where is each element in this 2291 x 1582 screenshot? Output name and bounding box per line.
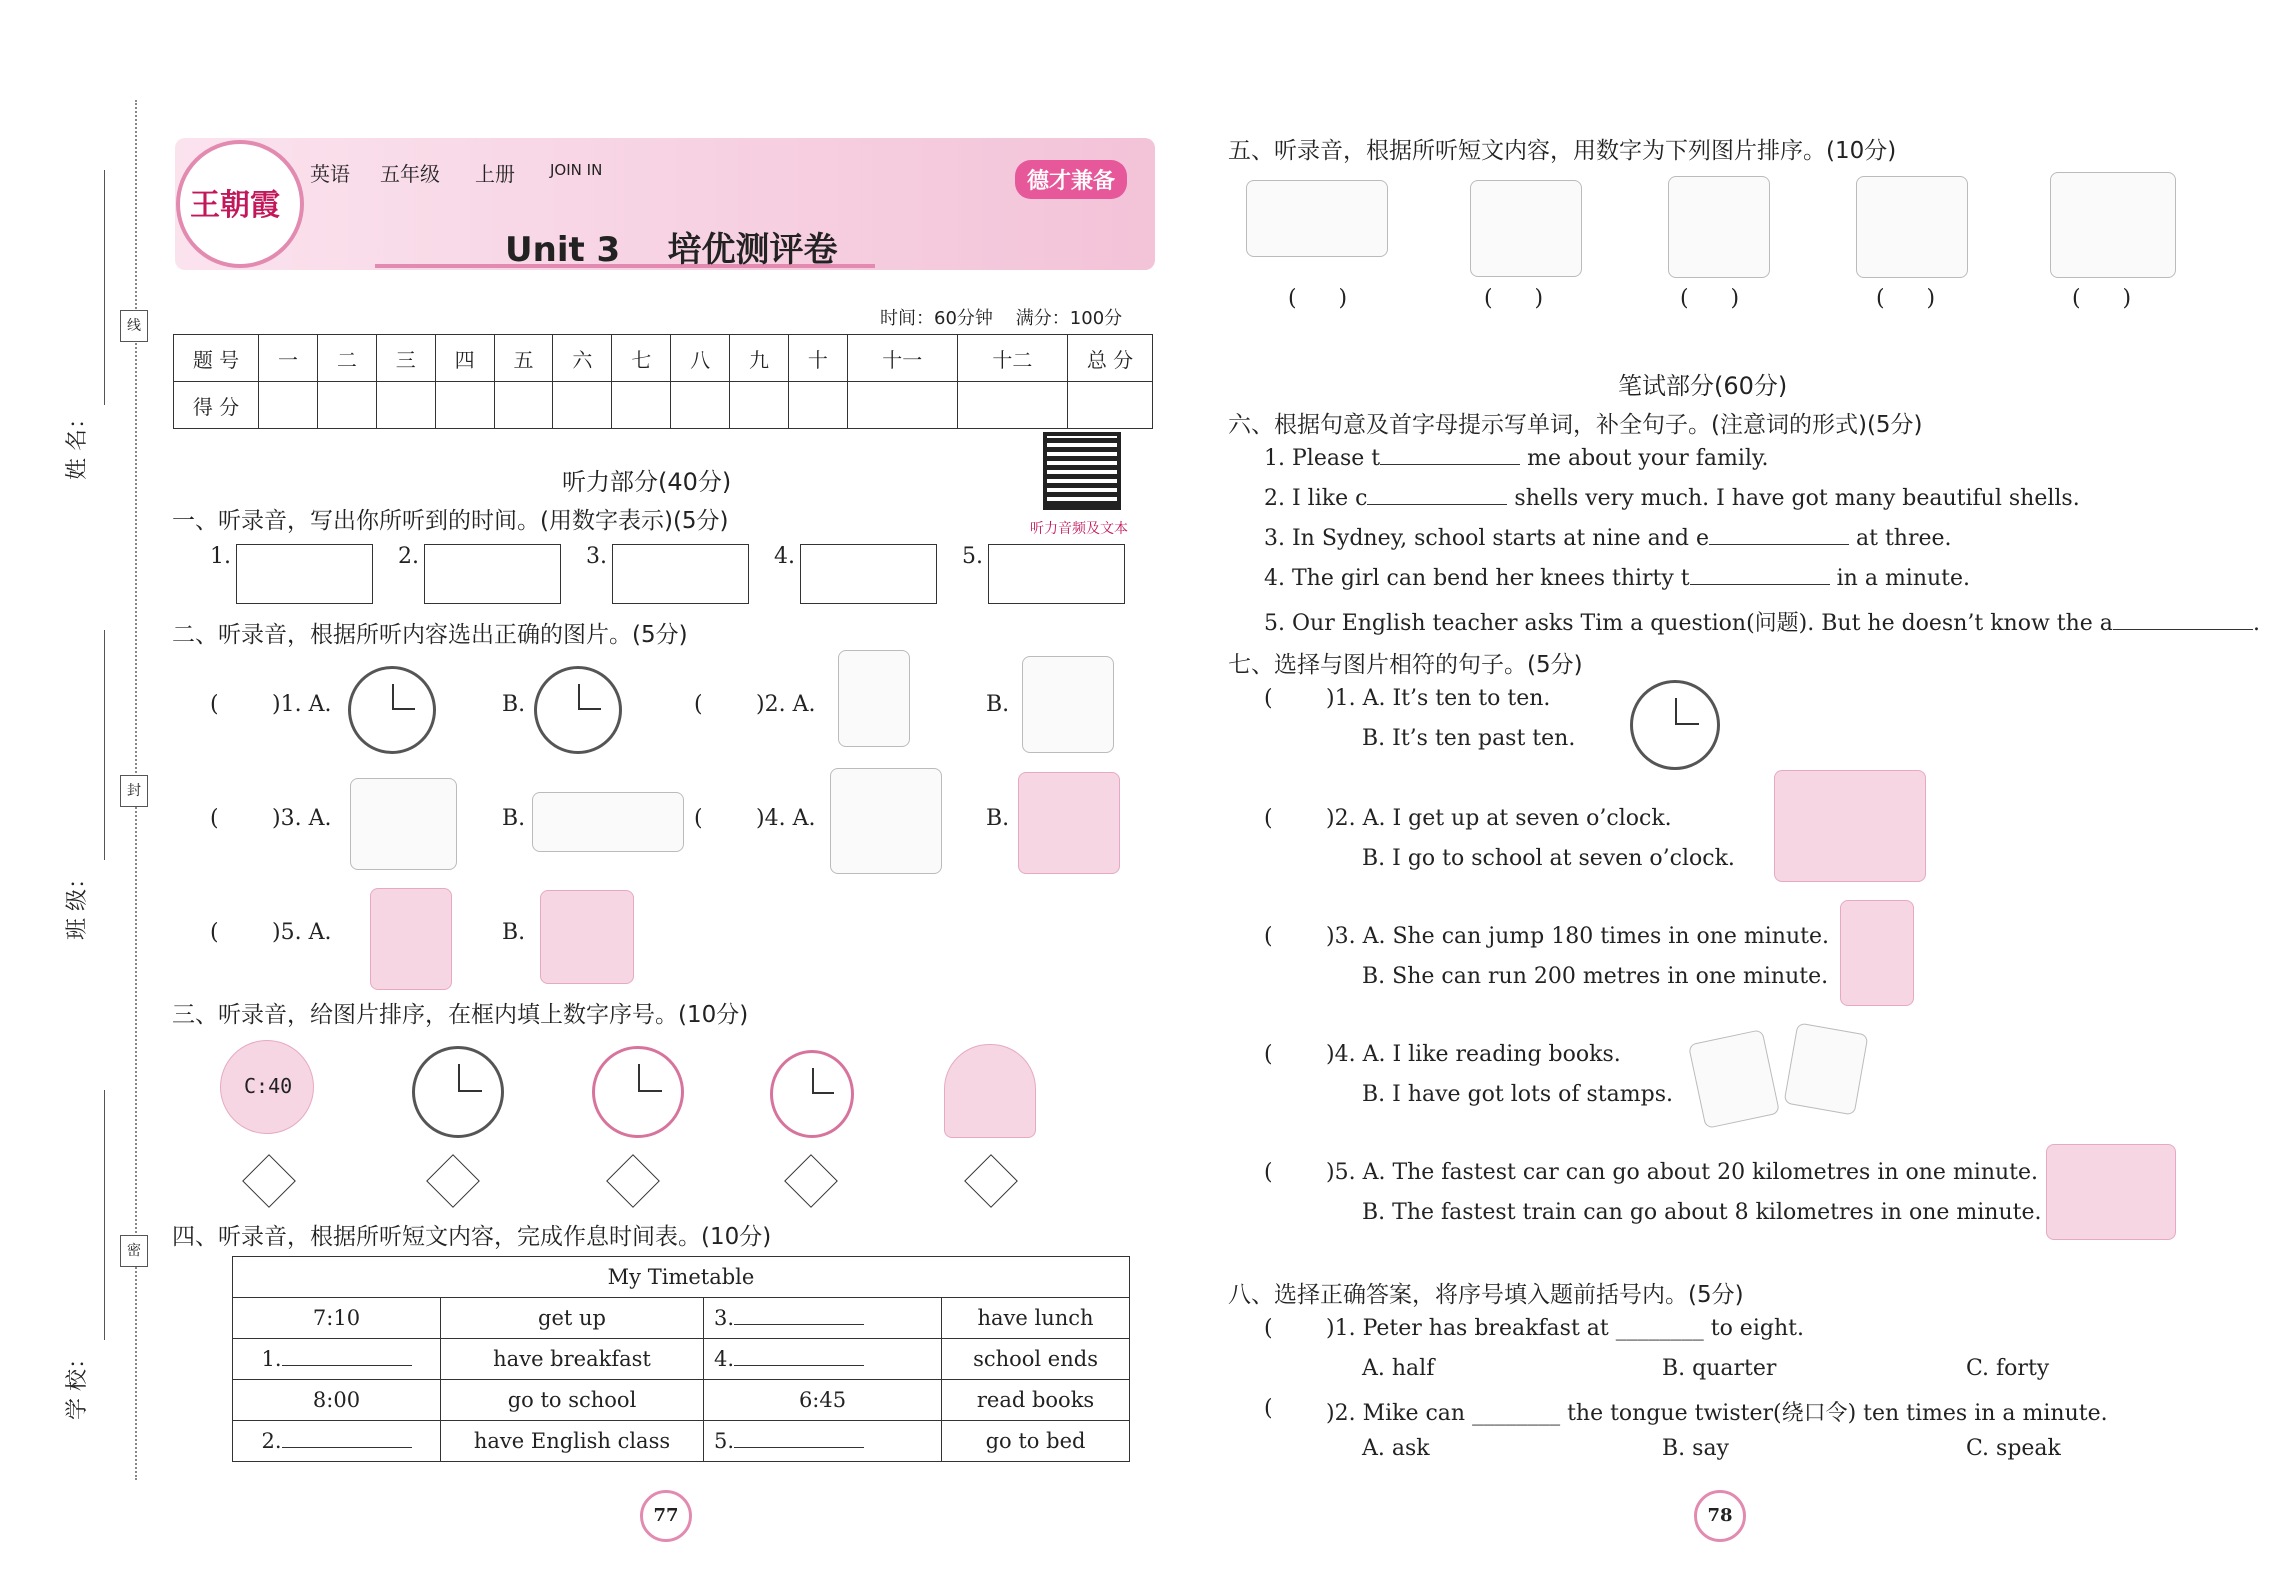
timetable-cell[interactable] <box>233 1421 441 1462</box>
s8-q1-opt-a[interactable]: A. half <box>1362 1356 1435 1381</box>
s1-answer-box-4[interactable] <box>800 544 937 604</box>
s2-q1-label: )1. A. <box>272 692 332 717</box>
s5-paren-5[interactable]: ( ) <box>2072 286 2132 311</box>
score-cell[interactable] <box>259 382 318 429</box>
s6-item-1 <box>1264 446 1768 471</box>
timetable-cell: 8:00 <box>233 1380 441 1421</box>
jumping-girl-image <box>1840 900 1914 1006</box>
s2-paren[interactable]: ( <box>694 806 703 831</box>
timetable-label: 4. <box>714 1347 735 1371</box>
s2-q1-b: B. <box>502 692 526 717</box>
s7-paren[interactable]: ( <box>1264 1042 1273 1067</box>
s1-answer-box-5[interactable] <box>988 544 1125 604</box>
s7-q1-a: )1. A. It’s ten to ten. <box>1326 686 1551 711</box>
timetable-row <box>233 1339 1130 1380</box>
s3-answer-diamond-4[interactable] <box>784 1154 838 1208</box>
s7-q3-b: B. She can run 200 metres in one minute. <box>1362 964 1829 989</box>
score-label: 得 分 <box>174 382 259 429</box>
score-head: 六 <box>553 335 612 382</box>
s7-paren[interactable]: ( <box>1264 686 1273 711</box>
timetable-blank[interactable] <box>734 1447 864 1448</box>
s6-text: shells very much. I have got many beautiful shells. <box>1507 486 2080 511</box>
school-label: 学 校： <box>65 1347 90 1420</box>
section8-title: 八、选择正确答案，将序号填入题前括号内。(5分) <box>1228 1282 1744 1308</box>
score-table <box>173 334 1153 429</box>
qr-code-icon <box>1043 432 1121 510</box>
s3-answer-diamond-5[interactable] <box>964 1154 1018 1208</box>
score-head: 七 <box>612 335 671 382</box>
waking-up-image <box>1774 770 1926 882</box>
timetable-cell: go to school <box>441 1380 704 1421</box>
desk-clock-image <box>944 1044 1036 1138</box>
name-label: 姓 名： <box>65 407 90 480</box>
timetable-label: 3. <box>714 1306 735 1330</box>
timetable-row <box>233 1380 1130 1421</box>
s1-label-3: 3. <box>586 544 607 569</box>
timetable-cell[interactable] <box>704 1298 942 1339</box>
score-head: 十一 <box>847 335 957 382</box>
s6-text: at three. <box>1849 526 1952 551</box>
timetable-blank[interactable] <box>734 1365 864 1366</box>
timetable-label: 2. <box>261 1429 282 1453</box>
binding-rule-school <box>104 1090 105 1340</box>
header-grade: 五年级 <box>380 162 440 186</box>
s1-label-2: 2. <box>398 544 419 569</box>
listening-heading: 听力部分(40分) <box>562 468 732 496</box>
binding-rule-name <box>104 170 105 405</box>
score-head: 总 分 <box>1068 335 1153 382</box>
section5-title: 五、听录音，根据所听短文内容，用数字为下列图片排序。(10分) <box>1228 138 1897 164</box>
s1-answer-box-1[interactable] <box>236 544 373 604</box>
s2-q2-label: )2. A. <box>756 692 816 717</box>
binding-rule-class <box>104 630 105 860</box>
s5-paren-4[interactable]: ( ) <box>1876 286 1936 311</box>
section2-title: 二、听录音，根据所听内容选出正确的图片。(5分) <box>172 622 688 648</box>
brand-name: 王朝霞 <box>190 188 280 223</box>
score-cell[interactable] <box>1068 382 1153 429</box>
score-cell[interactable] <box>957 382 1067 429</box>
timetable-cell: 7:10 <box>233 1298 441 1339</box>
s7-q3-a: )3. A. She can jump 180 times in one minute. <box>1326 924 1829 949</box>
score-cell[interactable] <box>435 382 494 429</box>
score-head: 九 <box>730 335 789 382</box>
s6-item-5 <box>1264 606 2260 637</box>
s6-blank[interactable] <box>1690 584 1830 585</box>
timetable-cell: get up <box>441 1298 704 1339</box>
score-cell[interactable] <box>671 382 730 429</box>
score-head: 十 <box>788 335 847 382</box>
alarm-clock-image <box>592 1046 684 1138</box>
timetable-blank[interactable] <box>282 1447 412 1448</box>
pagoda-image <box>350 778 457 870</box>
s8-q2-opt-a[interactable]: A. ask <box>1362 1436 1430 1461</box>
s1-answer-box-3[interactable] <box>612 544 749 604</box>
exam-info: 时间：60分钟 满分：100分 <box>880 308 1123 329</box>
clock-image <box>348 666 436 754</box>
timetable-title: My Timetable <box>233 1257 1130 1298</box>
timetable-cell: have breakfast <box>441 1339 704 1380</box>
s1-label-4: 4. <box>774 544 795 569</box>
timetable-row <box>233 1298 1130 1339</box>
timetable-cell: school ends <box>942 1339 1130 1380</box>
section6-title: 六、根据句意及首字母提示写单词，补全句子。(注意词的形式)(5分) <box>1228 412 1923 438</box>
timetable-cell[interactable] <box>233 1339 441 1380</box>
s5-paren-1[interactable]: ( ) <box>1288 286 1348 311</box>
score-head: 五 <box>494 335 553 382</box>
ballet-girl-image <box>370 888 452 990</box>
score-head: 十二 <box>957 335 1067 382</box>
seal-marker: 封 <box>120 775 148 807</box>
score-cell[interactable] <box>376 382 435 429</box>
s6-blank[interactable] <box>1380 464 1520 465</box>
s2-q5-b: B. <box>502 920 526 945</box>
s6-item-3 <box>1264 526 1952 551</box>
cats-playing-image <box>1856 176 1968 278</box>
s7-q2-a: )2. A. I get up at seven o’clock. <box>1326 806 1672 831</box>
timetable <box>232 1256 1130 1462</box>
timetable-label: 1. <box>261 1347 282 1371</box>
section1-title: 一、听录音，写出你所听到的时间。(用数字表示)(5分) <box>172 508 729 534</box>
s6-item-4 <box>1264 566 1970 591</box>
qr-caption: 听力音频及文本 <box>1030 521 1128 537</box>
page-number-right: 78 <box>1694 1490 1746 1542</box>
s6-text: me about your family. <box>1520 446 1769 471</box>
s2-paren[interactable]: ( <box>694 692 703 717</box>
stamp-image <box>1783 1022 1868 1115</box>
s6-text: in a minute. <box>1829 566 1971 591</box>
s8-q1-opt-c[interactable]: C. forty <box>1966 1356 2050 1381</box>
s6-text: 1. Please t <box>1264 446 1381 471</box>
clock-image <box>1630 680 1720 770</box>
running-girl-image <box>838 650 910 747</box>
header-badge: 德才兼备 <box>1015 160 1127 199</box>
score-row-values <box>174 382 1153 429</box>
score-head: 二 <box>317 335 376 382</box>
s8-q1: )1. Peter has breakfast at ________ to eight. <box>1326 1316 1804 1341</box>
s6-text: 5. Our English teacher asks Tim a question(问题). But he doesn’t know the a <box>1264 611 2113 636</box>
s8-paren[interactable]: ( <box>1264 1396 1273 1421</box>
s7-q5-a: )5. A. The fastest car can go about 20 kilometres in one minute. <box>1326 1160 2039 1185</box>
cat-bathing-image <box>1246 180 1388 257</box>
fast-train-image <box>2046 1144 2176 1240</box>
cats-eating-image <box>1470 180 1582 277</box>
s3-answer-diamond-2[interactable] <box>426 1154 480 1208</box>
page-title: Unit 3 培优测评卷 <box>505 230 838 270</box>
s8-q1-opt-b[interactable]: B. quarter <box>1662 1356 1777 1381</box>
s2-paren[interactable]: ( <box>210 920 219 945</box>
timetable-cell: read books <box>942 1380 1130 1421</box>
cycling-boy-image <box>1022 656 1114 753</box>
stopwatch-image <box>770 1050 854 1138</box>
s1-label-1: 1. <box>210 544 231 569</box>
score-head: 一 <box>259 335 318 382</box>
score-head: 三 <box>376 335 435 382</box>
cat-sleeping-image <box>2050 172 2176 278</box>
score-cell[interactable] <box>317 382 376 429</box>
score-head: 四 <box>435 335 494 382</box>
classroom-image <box>830 768 942 874</box>
s2-q3-label: )3. A. <box>272 806 332 831</box>
writing-heading: 笔试部分(60分) <box>1618 372 1788 400</box>
score-head: 八 <box>671 335 730 382</box>
section4-title: 四、听录音，根据所听短文内容，完成作息时间表。(10分) <box>172 1224 772 1250</box>
s6-blank[interactable] <box>2113 629 2253 630</box>
s7-q4-a: )4. A. I like reading books. <box>1326 1042 1621 1067</box>
s6-item-2 <box>1264 486 2080 511</box>
score-cell[interactable] <box>553 382 612 429</box>
s5-paren-3[interactable]: ( ) <box>1680 286 1740 311</box>
timetable-cell[interactable] <box>704 1421 942 1462</box>
score-row-header <box>174 335 1153 382</box>
timetable-row <box>233 1421 1130 1462</box>
section3-title: 三、听录音，给图片排序，在框内填上数字序号。(10分) <box>172 1002 749 1028</box>
score-cell[interactable] <box>612 382 671 429</box>
opera-house-image <box>532 792 684 852</box>
line-marker: 线 <box>120 310 148 342</box>
timetable-cell: 6:45 <box>704 1380 942 1421</box>
s6-text: 4. The girl can bend her knees thirty t <box>1264 566 1690 591</box>
s6-text: . <box>2252 611 2260 636</box>
piano-girl-image <box>540 890 634 984</box>
s8-q2-opt-b[interactable]: B. say <box>1662 1436 1729 1461</box>
s6-blank[interactable] <box>1709 544 1849 545</box>
timetable-cell[interactable] <box>704 1339 942 1380</box>
running-late-image <box>1018 772 1120 874</box>
timetable-label: 5. <box>714 1429 735 1453</box>
timetable-blank[interactable] <box>734 1324 864 1325</box>
s2-paren[interactable]: ( <box>210 692 219 717</box>
score-cell[interactable] <box>847 382 957 429</box>
timetable-cell: have lunch <box>942 1298 1130 1339</box>
s7-q4-b: B. I have got lots of stamps. <box>1362 1082 1673 1107</box>
s6-blank[interactable] <box>1367 504 1507 505</box>
s6-text: 3. In Sydney, school starts at nine and e <box>1264 526 1710 551</box>
s2-q3-b: B. <box>502 806 526 831</box>
s3-answer-diamond-1[interactable] <box>242 1154 296 1208</box>
header-edition: JOIN IN <box>550 161 603 179</box>
s8-q2-opt-c[interactable]: C. speak <box>1966 1436 2061 1461</box>
timetable-cell: go to bed <box>942 1421 1130 1462</box>
timetable-cell: have English class <box>441 1421 704 1462</box>
header-subject: 英语 <box>310 162 350 186</box>
score-cell[interactable] <box>730 382 789 429</box>
section7-title: 七、选择与图片相符的句子。(5分) <box>1228 652 1583 678</box>
s2-q4-label: )4. A. <box>756 806 816 831</box>
secret-marker: 密 <box>120 1235 148 1267</box>
cat-breakfast-image <box>1668 176 1770 278</box>
s2-paren[interactable]: ( <box>210 806 219 831</box>
s8-paren[interactable]: ( <box>1264 1316 1273 1341</box>
s7-paren[interactable]: ( <box>1264 924 1273 949</box>
score-cell[interactable] <box>494 382 553 429</box>
s3-answer-diamond-3[interactable] <box>606 1154 660 1208</box>
score-head: 题 号 <box>174 335 259 382</box>
page-number-left: 77 <box>640 1490 692 1542</box>
s8-q2: )2. Mike can ________ the tongue twister(绕口令) ten times in a minute. <box>1326 1401 2108 1426</box>
s2-q4-b: B. <box>986 806 1010 831</box>
s1-answer-box-2[interactable] <box>424 544 561 604</box>
s7-q5-b: B. The fastest train can go about 8 kilometres in one minute. <box>1362 1200 2042 1225</box>
timetable-blank[interactable] <box>282 1365 412 1366</box>
wall-clock-image <box>412 1046 504 1138</box>
digital-clock-display: C:40 <box>244 1074 293 1098</box>
s7-paren[interactable]: ( <box>1264 806 1273 831</box>
s2-q5-label: )5. A. <box>272 920 332 945</box>
s5-paren-2[interactable]: ( ) <box>1484 286 1544 311</box>
score-cell[interactable] <box>788 382 847 429</box>
s7-paren[interactable]: ( <box>1264 1160 1273 1185</box>
s6-text: 2. I like c <box>1264 486 1368 511</box>
class-label: 班 级： <box>65 867 90 940</box>
stamp-image <box>1688 1029 1780 1129</box>
s7-q2-b: B. I go to school at seven o’clock. <box>1362 846 1735 871</box>
s2-q2-b: B. <box>986 692 1010 717</box>
clock-image <box>534 666 622 754</box>
s1-label-5: 5. <box>962 544 983 569</box>
s7-q1-b: B. It’s ten past ten. <box>1362 726 1576 751</box>
header-term: 上册 <box>475 162 515 186</box>
